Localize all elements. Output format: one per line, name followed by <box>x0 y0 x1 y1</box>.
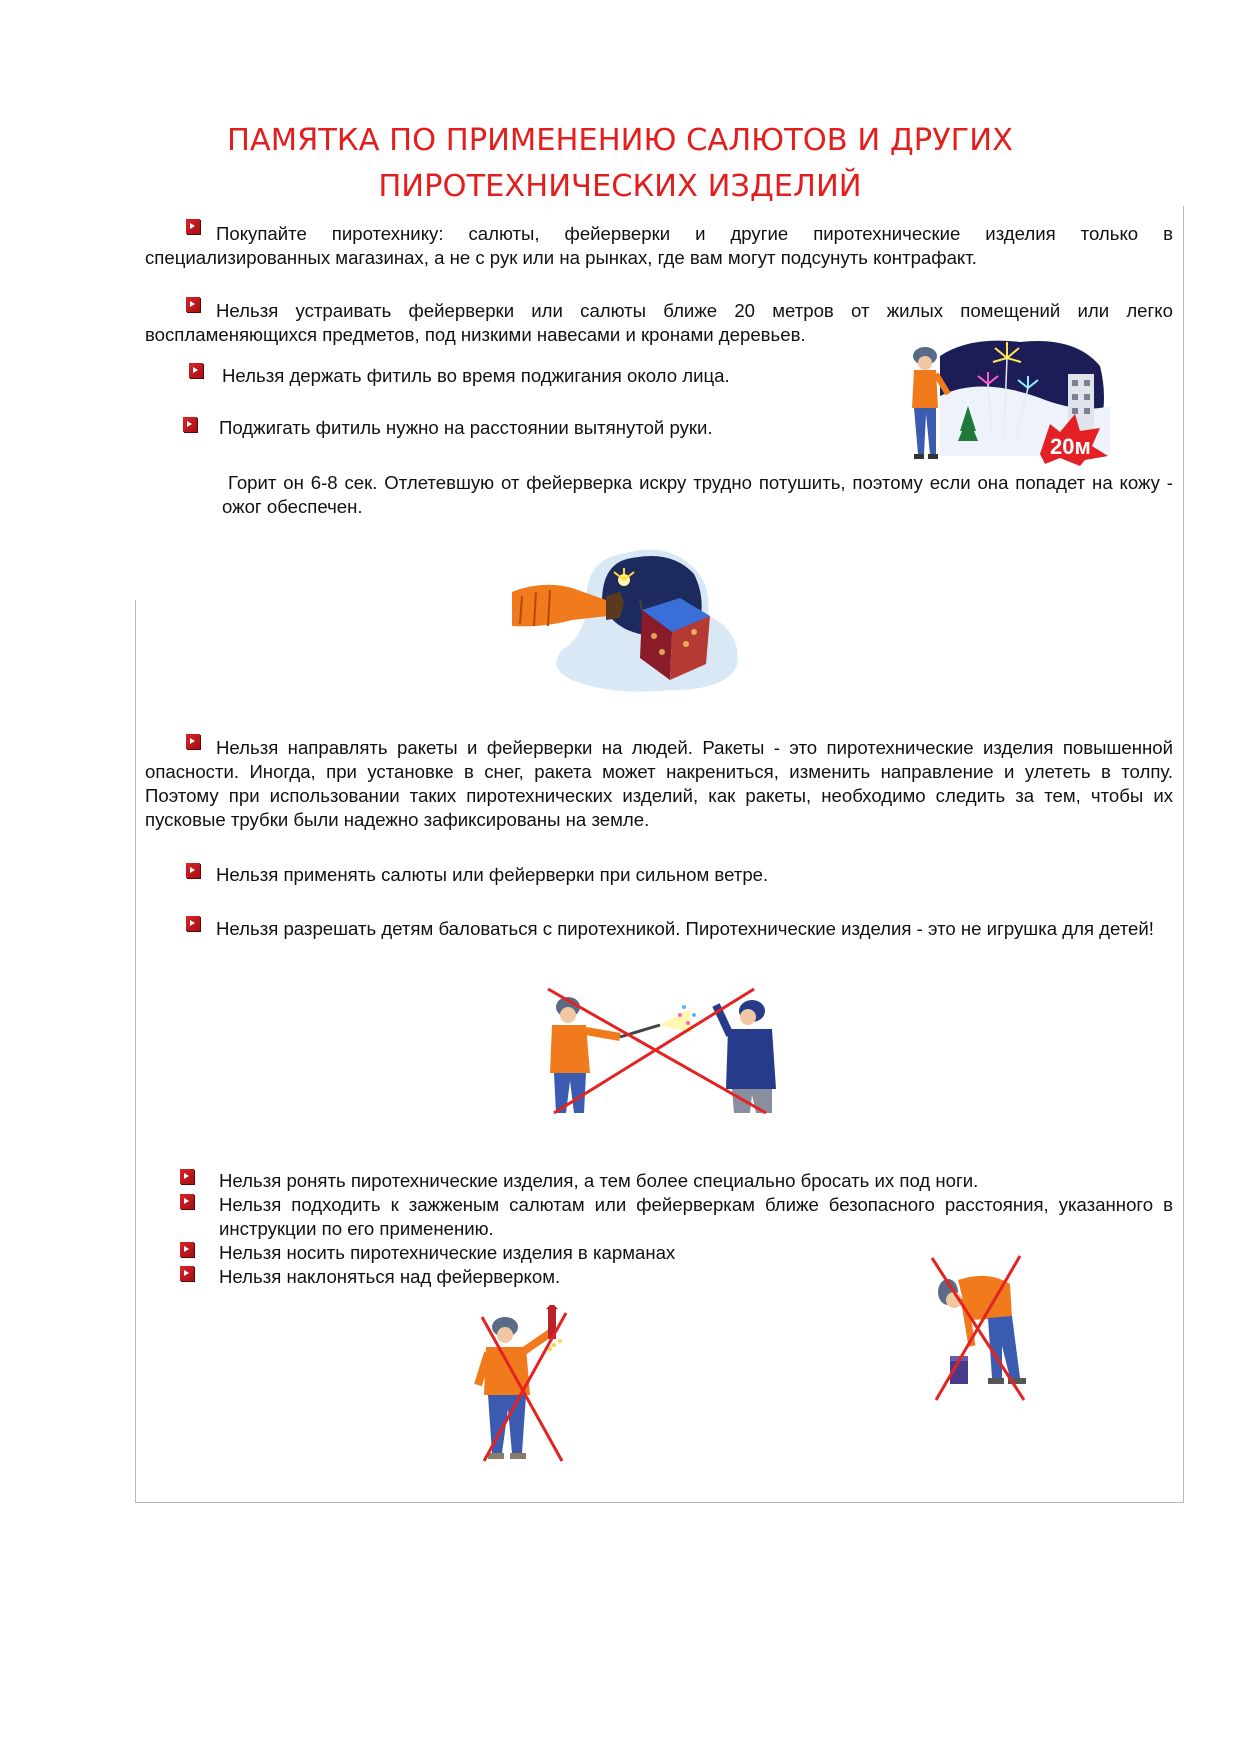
bending-over-firework-crossed-illustration <box>928 1250 1043 1410</box>
bullet-icon <box>180 1242 194 1257</box>
list-item-approach: Нельзя подходить к зажженым салютам или фейерверкам ближе безопасного расстояния, указанного в инструкции по его применению. <box>219 1194 1173 1239</box>
page-title <box>180 118 1060 210</box>
bullet-icon <box>180 1266 194 1281</box>
paragraph-face: Нельзя держать фитиль во время поджигания около лица. <box>222 365 730 386</box>
paragraph-children: Нельзя разрешать детям баловаться с пиротехникой. Пиротехнические изделия - это не игрушка для детей! <box>216 918 1154 939</box>
paragraph-buy: Покупайте пиротехнику: салюты, фейерверки и другие пиротехнические изделия только в специализированных магазинах, а не с рук или на рынках, где вам могут подсунуть контрафакт. <box>145 223 1173 268</box>
bullet-icon <box>189 363 203 378</box>
badge-20m: 20м <box>1050 434 1091 459</box>
list-item-pockets: Нельзя носить пиротехнические изделия в карманах <box>219 1242 676 1263</box>
title-line-1: ПАМЯТКА ПО ПРИМЕНЕНИЮ САЛЮТОВ И ДРУГИХ <box>226 123 1013 158</box>
holding-rocket-crossed-illustration <box>470 1305 595 1465</box>
fireworks-distance-illustration <box>900 336 1110 466</box>
paragraph-distance: Нельзя устраивать фейерверки или салюты ближе 20 метров от жилых помещений или легко воспламеняющихся предметов, под низкими навесами и кронами деревьев. <box>145 300 1173 345</box>
title-line-2: ПИРОТЕХНИЧЕСКИХ ИЗДЕЛИЙ <box>378 169 862 204</box>
paragraph-wind: Нельзя применять салюты или фейерверки при сильном ветре. <box>216 864 769 885</box>
frame-left-border <box>135 600 136 1502</box>
children-playing-crossed-illustration <box>540 985 790 1120</box>
bullet-icon <box>180 1169 194 1184</box>
paragraph-people: Нельзя направлять ракеты и фейерверки на людей. Ракеты - это пиротехнические изделия повышенной опасности. Иногда, при установке в снег, ракета может накрениться, изменить направление и улететь в толпу. Поэтому при использовании таких пиротехнических изделий, как ракеты, необходимо следить за тем, чтобы их пусковые трубки были надежно зафиксированы на земле. <box>145 737 1173 830</box>
lighting-fuse-illustration <box>512 540 752 700</box>
bullet-icon <box>180 1194 194 1209</box>
paragraph-arm: Поджигать фитиль нужно на расстоянии вытянутой руки. <box>219 417 713 438</box>
bullet-icon <box>183 417 197 432</box>
list-item-drop: Нельзя ронять пиротехнические изделия, а тем более специально бросать их под ноги. <box>219 1170 979 1191</box>
list-item-lean: Нельзя наклоняться над фейерверком. <box>219 1266 561 1287</box>
paragraph-burns: Горит он 6-8 сек. Отлетевшую от фейерверка искру трудно потушить, поэтому если она попадет на кожу - ожог обеспечен. <box>222 472 1173 517</box>
